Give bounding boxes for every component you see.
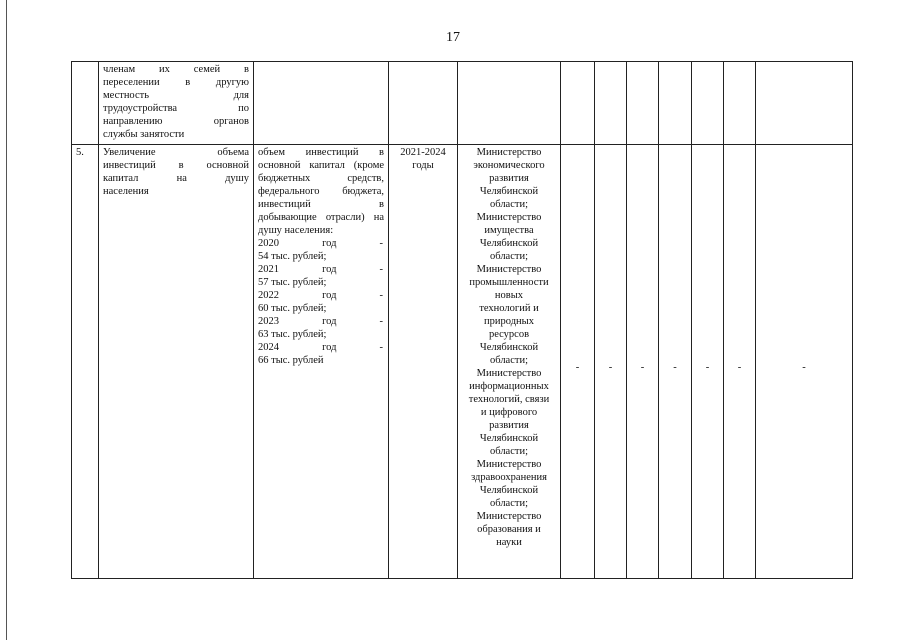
cell-finance xyxy=(627,62,659,145)
year-label: 2024 xyxy=(258,342,279,353)
cell-num: 5. xyxy=(72,145,99,579)
year-word: год xyxy=(322,342,337,353)
responsible-line: области; xyxy=(489,498,529,509)
year-label: 2022 xyxy=(258,290,279,301)
cell-indicator xyxy=(254,145,389,579)
page-edge-line xyxy=(6,0,7,640)
cell-finance xyxy=(659,62,692,145)
responsible-line: Министерство xyxy=(476,212,542,223)
cell-period xyxy=(389,145,458,579)
period-line: годы xyxy=(412,160,434,171)
year-word: год xyxy=(322,238,337,249)
year-target-line xyxy=(258,237,384,250)
cell-finance xyxy=(724,62,756,145)
table-row xyxy=(72,62,853,145)
cell-num xyxy=(72,62,99,145)
cell-finance xyxy=(756,62,853,145)
period-line: 2021-2024 xyxy=(400,147,446,158)
year-dash: - xyxy=(379,238,383,249)
responsible-line: экономического xyxy=(473,160,545,171)
year-label: 2021 xyxy=(258,264,279,275)
task-line: капитал на душу xyxy=(103,173,249,184)
responsible-line: области; xyxy=(489,446,529,457)
cell-task xyxy=(99,62,254,145)
year-value: 60 тыс. рублей; xyxy=(258,303,327,314)
year-value: 66 тыс. рублей xyxy=(258,355,324,366)
cell-finance xyxy=(595,62,627,145)
responsible-line: Челябинской xyxy=(479,485,539,496)
year-label: 2020 xyxy=(258,238,279,249)
cell-finance: - xyxy=(627,145,659,579)
task-line: местность для xyxy=(103,90,249,101)
year-dash: - xyxy=(379,290,383,301)
responsible-line: информационных xyxy=(469,381,549,392)
responsible-line: области; xyxy=(489,199,529,210)
indicator-line: федерального бюджета, xyxy=(258,186,384,197)
responsible-line: науки xyxy=(496,537,522,548)
responsible-line: технологий, связи xyxy=(468,394,550,405)
responsible-line: Министерство xyxy=(476,368,542,379)
responsible-line: новых xyxy=(494,290,524,301)
task-line: населения xyxy=(103,186,149,197)
responsible-line: здравоохранения xyxy=(471,472,547,483)
indicator-line: бюджетных средств, xyxy=(258,173,384,184)
indicator-line: основной капитал (кроме xyxy=(258,160,384,171)
cell-finance: - xyxy=(595,145,627,579)
responsible-line: развития xyxy=(489,173,529,184)
cell-responsible xyxy=(458,62,561,145)
year-word: год xyxy=(322,290,337,301)
cell-finance: - xyxy=(659,145,692,579)
responsible-line: образования и xyxy=(477,524,541,535)
responsible-line: Министерство xyxy=(476,147,542,158)
responsible-line: Челябинской xyxy=(479,433,539,444)
program-table xyxy=(71,61,853,579)
responsible-line: развития xyxy=(489,420,529,431)
year-value: 63 тыс. рублей; xyxy=(258,329,327,340)
cell-finance: - xyxy=(724,145,756,579)
year-target-line xyxy=(258,263,384,276)
task-line: Увеличение объема xyxy=(103,147,249,158)
responsible-line: Министерство xyxy=(476,459,542,470)
cell-indicator xyxy=(254,62,389,145)
year-target-line xyxy=(258,289,384,302)
year-dash: - xyxy=(379,316,383,327)
task-line: направлению органов xyxy=(103,116,249,127)
year-value: 54 тыс. рублей; xyxy=(258,251,327,262)
responsible-line: имущества xyxy=(484,225,534,236)
indicator-line: объем инвестиций в xyxy=(258,147,384,158)
responsible-line: ресурсов xyxy=(488,329,530,340)
task-line: трудоустройства по xyxy=(103,103,249,114)
year-word: год xyxy=(322,316,337,327)
task-line: переселении в другую xyxy=(103,77,249,88)
responsible-line: технологий и xyxy=(479,303,539,314)
year-value: 57 тыс. рублей; xyxy=(258,277,327,288)
cell-finance xyxy=(561,62,595,145)
cell-task xyxy=(99,145,254,579)
indicator-line: инвестиций в xyxy=(258,199,384,210)
year-word: год xyxy=(322,264,337,275)
responsible-line: области; xyxy=(489,355,529,366)
indicator-line: душу населения: xyxy=(258,225,334,236)
cell-finance: - xyxy=(692,145,724,579)
page-number: 17 xyxy=(446,30,460,45)
cell-finance xyxy=(692,62,724,145)
responsible-line: Министерство xyxy=(476,511,542,522)
year-target-line xyxy=(258,341,384,354)
responsible-line: области; xyxy=(489,251,529,262)
indicator-line: добывающие отрасли) на xyxy=(258,212,384,223)
year-dash: - xyxy=(379,342,383,353)
task-line: членам их семей в xyxy=(103,64,249,75)
cell-period xyxy=(389,62,458,145)
responsible-line: природных xyxy=(484,316,534,327)
cell-finance: - xyxy=(756,145,853,579)
responsible-line: Министерство xyxy=(476,264,542,275)
responsible-line: Челябинской xyxy=(479,238,539,249)
cell-responsible xyxy=(458,145,561,579)
year-target-line xyxy=(258,315,384,328)
task-line: службы занятости xyxy=(103,129,185,140)
responsible-line: Челябинской xyxy=(479,186,539,197)
responsible-line: и цифрового xyxy=(480,407,538,418)
responsible-line: промышленности xyxy=(469,277,549,288)
cell-finance: - xyxy=(561,145,595,579)
year-dash: - xyxy=(379,264,383,275)
responsible-line: Челябинской xyxy=(479,342,539,353)
task-line: инвестиций в основной xyxy=(103,160,249,171)
year-label: 2023 xyxy=(258,316,279,327)
table-row xyxy=(72,145,853,579)
